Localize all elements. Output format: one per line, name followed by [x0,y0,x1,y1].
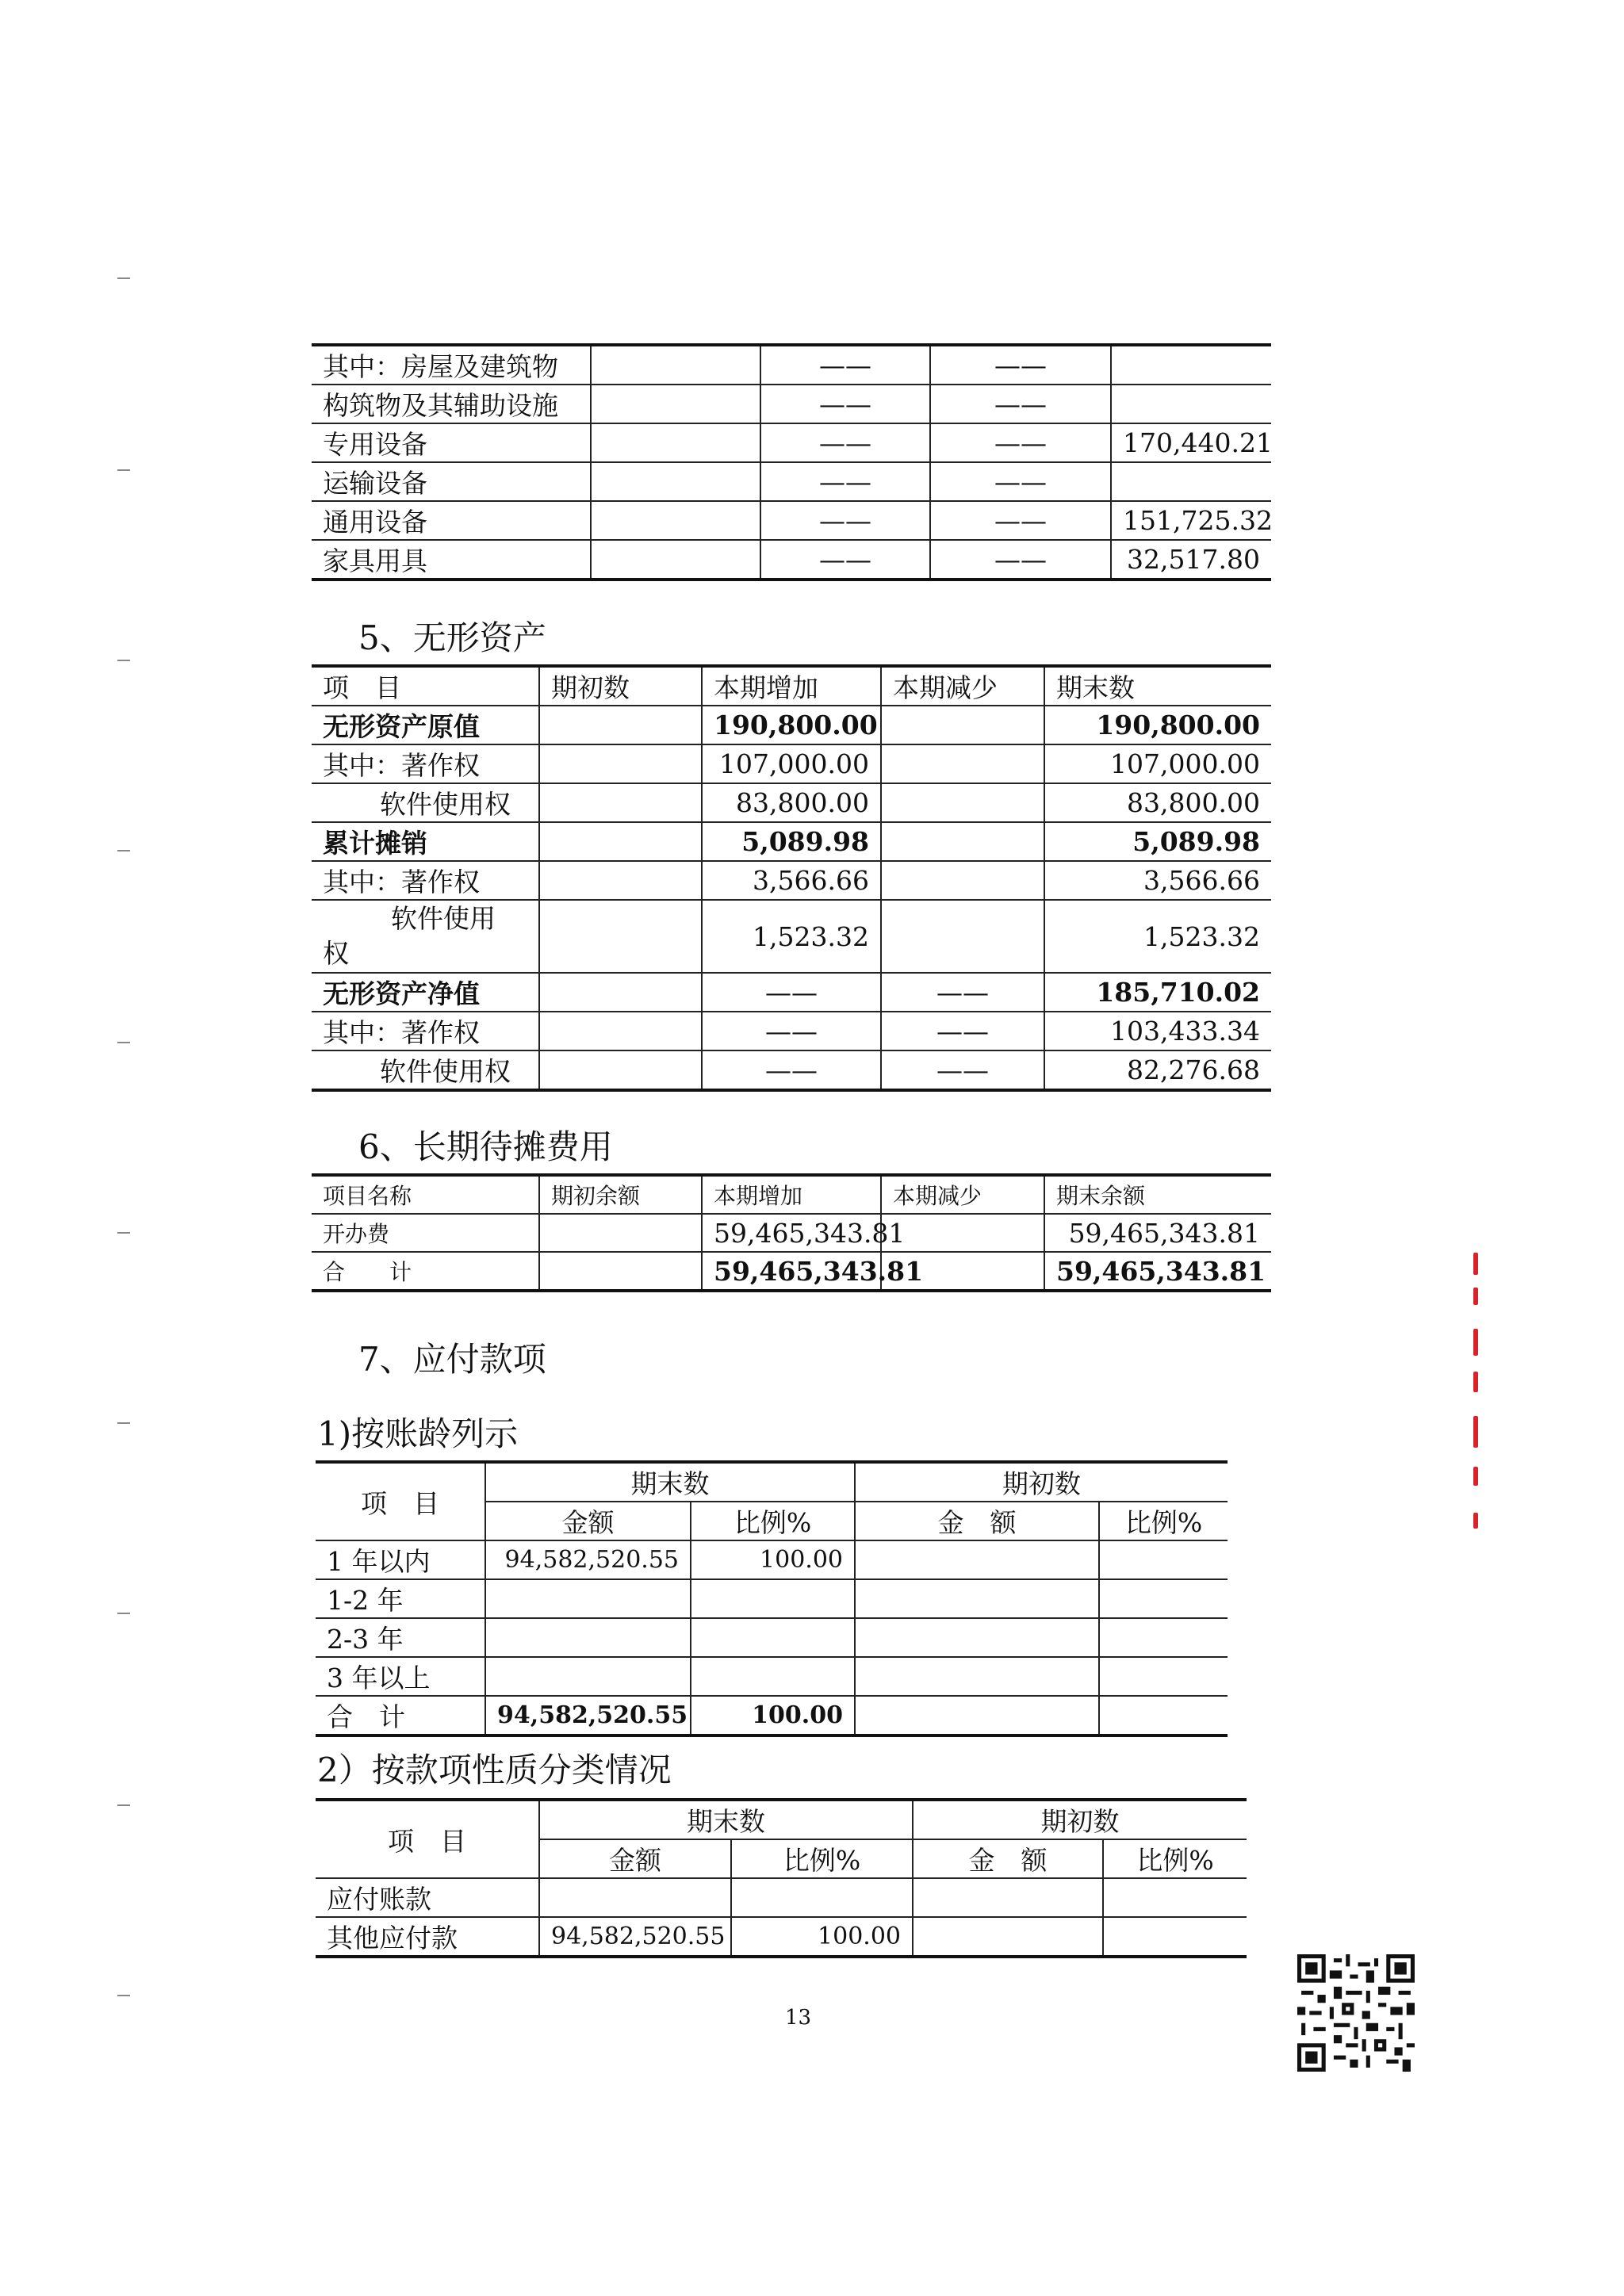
table-row [316,1540,1228,1579]
column-header: 项 目 [312,666,539,706]
margin-mark [117,1804,130,1806]
row-label-two-line [312,900,539,973]
section-heading-payables: 7、应付款项 [358,1340,546,1379]
cell-end: 185,710.02 [1044,973,1271,1012]
table-row [316,1696,1228,1735]
table-row [312,345,1271,385]
cell-end: 83,800.00 [1044,783,1271,822]
cell-reduce: —— [881,973,1044,1012]
margin-mark [117,1995,130,1996]
column-header: 本期增加 [702,666,881,706]
row-label: 应付账款 [316,1878,539,1917]
column-group-header: 期末数 [485,1462,855,1502]
table-row [316,1657,1228,1696]
row-label: 无形资产原值 [312,706,539,744]
table-row [312,1012,1271,1050]
section-heading-long-term: 6、长期待摊费用 [358,1127,613,1166]
row-label: 3 年以上 [316,1657,485,1696]
cell-end: 107,000.00 [1044,744,1271,783]
table-row [312,385,1271,423]
column-header: 本期减少 [881,1175,1044,1214]
cell-begin [539,900,702,973]
cell-add: 59,465,343.81 [702,1214,881,1252]
cell-reduce [881,1214,1044,1252]
payables-aging-table [316,1460,1228,1737]
table-header-row [312,666,1271,706]
cell-add: 59,465,343.81 [702,1252,881,1291]
cell-end: 103,433.34 [1044,1012,1271,1050]
cell-end-value: 170,440.21 [1111,423,1271,462]
row-label: 2-3 年 [316,1618,485,1657]
column-header: 金额 [539,1839,731,1878]
column-header: 比例% [1103,1839,1247,1878]
table-row [312,1252,1271,1291]
cell-reduce [881,900,1044,973]
cell-add: 190,800.00 [702,706,881,744]
cell-amount: 94,582,520.55 [539,1917,731,1957]
row-label: 合 计 [316,1696,485,1735]
cell-begin [539,973,702,1012]
cell-ratio [691,1618,855,1657]
table-row [316,1618,1228,1657]
margin-mark [117,1232,130,1234]
column-header-item: 项 目 [316,1800,539,1878]
column-group-header: 期末数 [539,1800,913,1839]
table-row [312,1214,1271,1252]
cell-begin [539,744,702,783]
cell-end: 59,465,343.81 [1044,1214,1271,1252]
cell-end: 5,089.98 [1044,822,1271,861]
cell-dash: —— [930,501,1111,540]
cell-begin [539,861,702,900]
subsection-heading-aging: 1)按账龄列示 [317,1414,519,1453]
cell-add: 5,089.98 [702,822,881,861]
cell-add: 3,566.66 [702,861,881,900]
row-label: 运输设备 [312,462,591,501]
cell-dash: —— [930,385,1111,423]
section-heading-intangible: 5、无形资产 [358,618,546,657]
row-label: 开办费 [312,1214,539,1252]
cell-dash: —— [760,423,930,462]
cell-ratio: 100.00 [731,1917,913,1957]
column-header: 期初数 [539,666,702,706]
table-row [316,1878,1247,1917]
seal-stamp-fragment [1473,1253,1478,1275]
row-label-line: 软件使用 [391,903,496,934]
qr-code-icon [1297,1954,1415,2072]
payables-nature-table [316,1798,1247,1958]
row-label: 通用设备 [312,501,591,540]
column-header: 金 额 [913,1839,1103,1878]
cell-add: —— [702,1050,881,1090]
cell-add: 107,000.00 [702,744,881,783]
cell-dash: —— [930,423,1111,462]
column-header: 期末余额 [1044,1175,1271,1214]
cell-end: 59,465,343.81 [1044,1252,1271,1291]
cell-end: 3,566.66 [1044,861,1271,900]
cell-end-value [1111,462,1271,501]
cell-begin [539,1050,702,1090]
seal-stamp-fragment [1473,1467,1478,1486]
table-row [312,783,1271,822]
row-label: 1-2 年 [316,1579,485,1618]
cell-dash: —— [760,501,930,540]
table-row [312,462,1271,501]
table-row [312,501,1271,540]
cell-amount: 94,582,520.55 [485,1540,691,1579]
margin-mark [117,469,130,471]
column-header-item: 项 目 [316,1462,485,1540]
table-header-row [316,1800,1247,1839]
table-row [316,1917,1247,1957]
cell-ratio [691,1579,855,1618]
cell-reduce [881,822,1044,861]
row-label: 1 年以内 [316,1540,485,1579]
margin-mark [117,1613,130,1614]
table-row [312,861,1271,900]
cell-dash: —— [760,540,930,580]
table-row [312,540,1271,580]
row-label: 其中：著作权 [312,1012,539,1050]
cell-reduce: —— [881,1050,1044,1090]
column-header: 本期减少 [881,666,1044,706]
margin-mark [117,1042,130,1043]
cell-end-value: 151,725.32 [1111,501,1271,540]
row-label: 构筑物及其辅助设施 [312,385,591,423]
row-label: 其他应付款 [316,1917,539,1957]
cell-amount [539,1878,731,1917]
cell-begin [539,1252,702,1291]
cell-ratio [731,1878,913,1917]
table-row [312,973,1271,1012]
seal-stamp-fragment [1473,1288,1478,1305]
row-label: 其中：房屋及建筑物 [312,345,591,385]
cell-amount [485,1657,691,1696]
column-header: 期初余额 [539,1175,702,1214]
cell-dash: —— [760,462,930,501]
seal-stamp-fragment [1473,1329,1478,1356]
cell-end-value [1111,385,1271,423]
column-header: 比例% [1099,1502,1228,1540]
cell-add: 1,523.32 [702,900,881,973]
column-group-header: 期初数 [913,1800,1247,1839]
cell-dash: —— [760,345,930,385]
table-row [312,706,1271,744]
column-header: 期末数 [1044,666,1271,706]
cell-amount [485,1618,691,1657]
fixed-assets-table [312,343,1271,581]
column-header: 金额 [485,1502,691,1540]
cell-add: 83,800.00 [702,783,881,822]
table-row [316,1579,1228,1618]
cell-reduce [881,706,1044,744]
cell-reduce: —— [881,1012,1044,1050]
row-label-line: 权 [323,938,349,969]
column-header: 比例% [691,1502,855,1540]
seal-stamp-fragment [1473,1513,1478,1529]
cell-end: 190,800.00 [1044,706,1271,744]
cell-ratio [691,1657,855,1696]
cell-add: —— [702,1012,881,1050]
cell-dash: —— [930,345,1111,385]
row-label: 专用设备 [312,423,591,462]
cell-end: 82,276.68 [1044,1050,1271,1090]
margin-mark [117,1422,130,1424]
column-header: 项目名称 [312,1175,539,1214]
cell-end: 1,523.32 [1044,900,1271,973]
cell-reduce [881,861,1044,900]
row-label: 家具用具 [312,540,591,580]
cell-dash: —— [930,540,1111,580]
cell-ratio: 100.00 [691,1540,855,1579]
column-header: 本期增加 [702,1175,881,1214]
cell-ratio: 100.00 [691,1696,855,1735]
row-label: 其中：著作权 [312,744,539,783]
table-row [312,744,1271,783]
cell-begin [539,822,702,861]
cell-begin [539,1214,702,1252]
cell-end-value: 32,517.80 [1111,540,1271,580]
table-header-row [312,1175,1271,1214]
row-label: 软件使用权 [312,783,539,822]
table-row [312,1050,1271,1090]
table-row [312,423,1271,462]
subsection-heading-nature: 2）按款项性质分类情况 [317,1751,672,1789]
margin-mark [117,660,130,661]
cell-begin [539,706,702,744]
cell-end-value [1111,345,1271,385]
cell-reduce [881,783,1044,822]
row-label: 其中：著作权 [312,861,539,900]
table-row [312,900,1271,973]
column-header: 金 额 [855,1502,1099,1540]
margin-mark [117,850,130,851]
cell-reduce [881,744,1044,783]
cell-add: —— [702,973,881,1012]
column-group-header: 期初数 [855,1462,1228,1502]
row-label: 累计摊销 [312,822,539,861]
row-label: 合 计 [312,1252,539,1291]
seal-stamp-fragment [1473,1416,1478,1448]
seal-stamp-fragment [1473,1372,1478,1392]
cell-amount: 94,582,520.55 [485,1696,691,1735]
cell-dash: —— [930,462,1111,501]
cell-begin [539,783,702,822]
page-number: 13 [785,2006,812,2030]
intangible-assets-table [312,664,1271,1092]
long-term-expenses-table [312,1173,1271,1292]
cell-dash: —— [760,385,930,423]
row-label: 无形资产净值 [312,973,539,1012]
cell-begin [539,1012,702,1050]
cell-amount [485,1579,691,1618]
row-label: 软件使用权 [312,1050,539,1090]
margin-mark [117,277,130,279]
table-row [312,822,1271,861]
column-header: 比例% [731,1839,913,1878]
table-header-row [316,1462,1228,1502]
